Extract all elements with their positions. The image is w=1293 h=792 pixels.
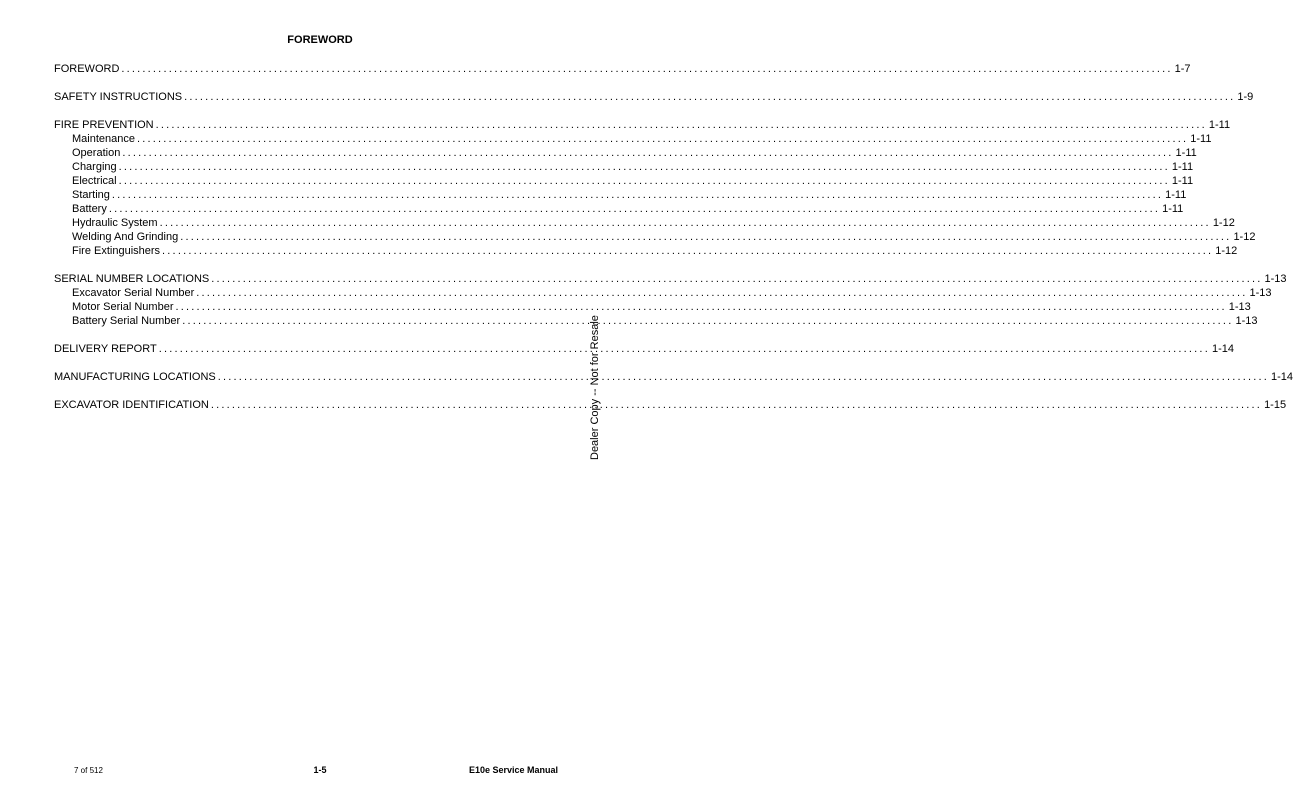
toc-dot-leader: ........................................................................................................................................................................................................ <box>158 343 1210 355</box>
toc-subsection-entry[interactable] <box>54 244 1238 258</box>
toc-entry-label: Hydraulic System <box>72 217 158 229</box>
toc-entry-label: SERIAL NUMBER LOCATIONS <box>54 273 210 285</box>
toc-dot-leader: ........................................................................................................................................................................................................ <box>180 231 1232 243</box>
toc-dot-leader: ........................................................................................................................................................................................................ <box>137 133 1189 145</box>
toc-section-entry[interactable] <box>54 370 1293 384</box>
toc-dot-leader: ........................................................................................................................................................................................................ <box>182 315 1234 327</box>
toc-dot-leader: ........................................................................................................................................................................................................ <box>155 119 1207 131</box>
toc-entry-page: 1-13 <box>1249 287 1272 299</box>
toc-entry-label: FIRE PREVENTION <box>54 119 154 131</box>
manual-title: E10e Service Manual <box>468 765 558 775</box>
toc-entry-label: Welding And Grinding <box>72 231 179 243</box>
toc-subsection-entry[interactable] <box>54 216 1235 230</box>
page-title: FOREWORD <box>287 34 353 46</box>
toc-entry-page: 1-12 <box>1233 231 1256 243</box>
toc-subsection-entry[interactable] <box>54 146 1197 160</box>
dealer-copy-watermark: Dealer Copy -- Not for Resale <box>589 315 601 460</box>
toc-entry-page: 1-11 <box>1190 133 1212 145</box>
toc-dot-leader: ........................................................................................................................................................................................................ <box>184 91 1236 103</box>
toc-subsection-entry[interactable] <box>54 314 1258 328</box>
toc-entry-page: 1-12 <box>1212 217 1235 229</box>
toc-dot-leader: ........................................................................................................................................................................................................ <box>108 203 1161 215</box>
toc-entry-page: 1-11 <box>1175 147 1197 159</box>
pdf-page-count: 7 of 512 <box>74 766 103 775</box>
toc-entry-page: 1-9 <box>1237 91 1254 103</box>
toc-dot-leader: ........................................................................................................................................................................................................ <box>118 175 1170 187</box>
toc-section-entry[interactable] <box>54 118 1231 132</box>
toc-entry-page: 1-11 <box>1162 203 1184 215</box>
toc-entry-page: 1-11 <box>1165 189 1187 201</box>
toc-dot-leader: ........................................................................................................................................................................................................ <box>211 273 1263 285</box>
toc-subsection-entry[interactable] <box>54 188 1187 202</box>
toc-entry-page: 1-14 <box>1271 371 1293 383</box>
toc-entry-page: 1-12 <box>1215 245 1238 257</box>
toc-section-entry[interactable] <box>54 398 1287 412</box>
toc-dot-leader: ........................................................................................................................................................................................................ <box>122 147 1174 159</box>
toc-entry-page: 1-11 <box>1171 175 1194 187</box>
toc-subsection-entry[interactable] <box>54 202 1184 216</box>
toc-entry-page: 1-11 <box>1171 161 1194 173</box>
toc-entry-label: Battery <box>72 203 107 215</box>
toc-entry-label: Charging <box>72 161 117 173</box>
toc-entry-page: 1-13 <box>1228 301 1251 313</box>
toc-entry-page: 1-7 <box>1174 63 1191 75</box>
toc-subsection-entry[interactable] <box>54 286 1272 300</box>
toc-entry-label: EXCAVATOR IDENTIFICATION <box>54 399 209 411</box>
toc-entry-label: FOREWORD <box>54 63 120 75</box>
toc-dot-leader: ........................................................................................................................................................................................................ <box>111 189 1164 201</box>
toc-entry-page: 1-11 <box>1208 119 1231 131</box>
toc-dot-leader: ........................................................................................................................................................................................................ <box>175 301 1227 313</box>
toc-entry-label: Electrical <box>72 175 117 187</box>
toc-subsection-entry[interactable] <box>54 160 1194 174</box>
page-number: 1-5 <box>313 765 327 775</box>
toc-subsection-entry[interactable] <box>54 300 1251 314</box>
toc-entry-page: 1-13 <box>1264 273 1287 285</box>
toc-dot-leader: ........................................................................................................................................................................................................ <box>121 63 1173 75</box>
toc-section-entry[interactable] <box>54 62 1191 76</box>
toc-entry-label: MANUFACTURING LOCATIONS <box>54 371 216 383</box>
toc-dot-leader: ........................................................................................................................................................................................................ <box>210 399 1263 411</box>
toc-section-entry[interactable] <box>54 272 1287 286</box>
toc-dot-leader: ........................................................................................................................................................................................................ <box>159 217 1211 229</box>
toc-subsection-entry[interactable] <box>54 230 1256 244</box>
toc-entry-label: Starting <box>72 189 110 201</box>
toc-entry-label: Maintenance <box>72 133 135 145</box>
toc-dot-leader: ........................................................................................................................................................................................................ <box>217 371 1269 383</box>
toc-entry-label: Fire Extinguishers <box>72 245 161 257</box>
toc-entry-page: 1-15 <box>1264 399 1287 411</box>
toc-entry-page: 1-13 <box>1235 315 1258 327</box>
toc-entry-label: Battery Serial Number <box>72 315 181 327</box>
toc-entry-label: Excavator Serial Number <box>72 287 195 299</box>
toc-entry-label: Motor Serial Number <box>72 301 174 313</box>
toc-dot-leader: ........................................................................................................................................................................................................ <box>162 245 1214 257</box>
toc-section-entry[interactable] <box>54 90 1254 104</box>
toc-section-entry[interactable] <box>54 342 1234 356</box>
toc-entry-label: DELIVERY REPORT <box>54 343 157 355</box>
toc-subsection-entry[interactable] <box>54 174 1194 188</box>
toc-subsection-entry[interactable] <box>54 132 1212 146</box>
toc-entry-page: 1-14 <box>1211 343 1234 355</box>
toc-dot-leader: ........................................................................................................................................................................................................ <box>196 287 1248 299</box>
toc-entry-label: SAFETY INSTRUCTIONS <box>54 91 183 103</box>
toc-entry-label: Operation <box>72 147 121 159</box>
toc-dot-leader: ........................................................................................................................................................................................................ <box>118 161 1170 173</box>
